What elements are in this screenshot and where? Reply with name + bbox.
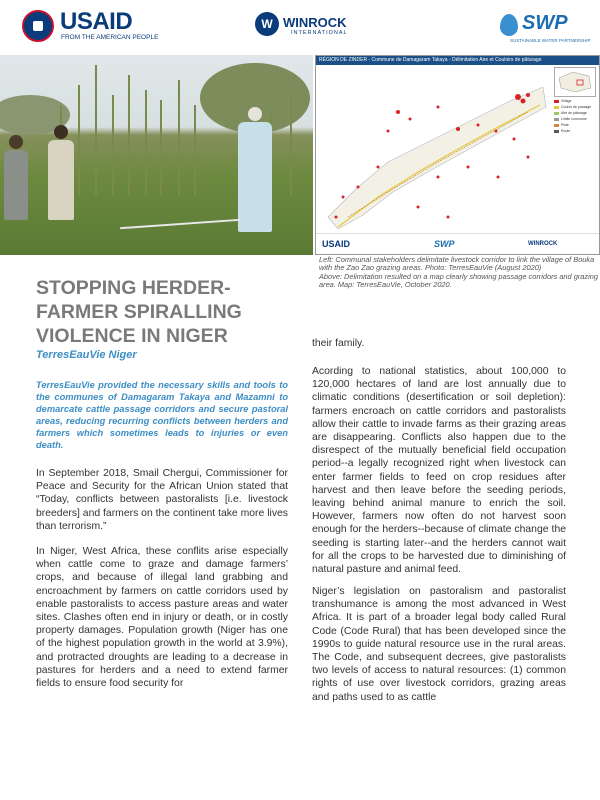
usaid-seal-icon <box>22 10 54 42</box>
article-title: STOPPING HERDER-FARMER SPIRALLING VIOLENCE IN NIGER <box>36 277 242 347</box>
legend-item <box>554 99 598 103</box>
water-drop-icon <box>500 14 518 36</box>
legend-item <box>554 105 598 109</box>
map-legend <box>554 67 598 235</box>
millet-stalk <box>128 75 130 195</box>
location-inset-map <box>554 67 596 97</box>
paragraph: In Niger, West Africa, these conflits arise especially when cattle come to graze and damage farmers’ crops, and because of illegal land grabbing and encroachment by farmers on cattle corridors used by enable pastoralists to access pasture areas and water sites. Clashes often end in injury or death, or in costly property damages. Population growth (Niger has one of the highest population growth in the world at 3.9%), and protracted droughts are leading to a decrease in pastures for herders and a need to extend farmer fields to ensure food security for <box>36 546 288 690</box>
millet-stalk <box>290 95 292 195</box>
legend-item <box>554 111 598 115</box>
legend-swatch-road <box>554 130 559 133</box>
legend-swatch-grazing <box>554 112 559 115</box>
map-area <box>318 67 550 235</box>
legend-swatch-boundary <box>554 118 559 121</box>
person-figure <box>48 125 74 220</box>
usaid-tagline: FROM THE AMERICAN PEOPLE <box>61 34 159 41</box>
map-title: RÉGION DE ZINDER - Commune de Damagaram Takaya - Délimitation Aire et Couloirs de pâturage <box>316 56 600 65</box>
map-swp-logo: SWP <box>434 239 455 249</box>
legend-label: Aire de pâturage <box>561 111 587 115</box>
header-logos <box>0 0 600 52</box>
millet-stalk <box>112 95 114 195</box>
swp-subtext: SUSTAINABLE WATER PARTNERSHIP <box>510 38 591 43</box>
corridor-map <box>315 55 600 255</box>
field-photo <box>0 55 313 255</box>
millet-stalk <box>194 105 196 195</box>
article-lead: TerresEauVie provided the necessary skills and tools to the communes of Damagaram Takaya and Mazamni to demarcate cattle passage corridors and secure pastoral areas, reducing recurring conflicts between herders and farmers which sometimes leads to injuries or even death. <box>36 380 288 450</box>
legend-swatch-track <box>554 124 559 127</box>
figure-caption <box>319 256 599 290</box>
caption-above: Above: Delimitation resulted on a map clearly showing passage corridors and grazing area. Map: TerresEauVie, October 2020. <box>319 271 598 290</box>
person-figure <box>4 135 28 220</box>
legend-label: Village <box>561 99 572 103</box>
millet-stalk <box>145 90 147 195</box>
paragraph: Niger’s legislation on pastoralism and pastoralist transhumance is among the most advanced in West Africa. It is part of a broader legal body called Rural Code (Code Rural) that has been developed since the 1990s to guide natural resource use in the rural areas. The Code, and subsequent decrees, give pastoralists two levels of access to natural resources: (1) common rights of use over livestock corridors, grazing areas and paths used to as cattle <box>312 586 566 703</box>
measuring-tape-line <box>120 219 240 229</box>
legend-item <box>554 129 598 133</box>
legend-item <box>554 117 598 121</box>
winrock-subtext: INTERNATIONAL <box>291 30 348 36</box>
legend-swatch-corridor <box>554 106 559 109</box>
winrock-logo <box>255 12 355 42</box>
caption-left: Left: Communal stakeholders delimitate livestock corridor to link the village of Bouka with the Zao Zao grazing areas. Photo: TerresEauVie (August 2020) <box>319 255 595 273</box>
millet-stalk <box>78 85 80 195</box>
map-winrock-logo: WINROCK <box>528 241 558 247</box>
article-author: TerresEauVie Niger <box>36 349 137 361</box>
winrock-logo-text: WINROCK <box>283 15 347 30</box>
winrock-mark-icon: W <box>255 12 279 36</box>
swp-logo-text: SWP <box>522 12 568 34</box>
map-usaid-logo: USAID <box>322 239 351 249</box>
paragraph-continuation: their family. <box>312 338 365 349</box>
legend-label: Route <box>561 129 571 133</box>
millet-stalk <box>95 65 97 195</box>
legend-label: Piste <box>561 123 569 127</box>
paragraph: Acording to national statistics, about 100,000 to 120,000 hectares of land are lost annually due to climatic conditions (desertification or soil depletion): farmers encroach on cattle corridors and pastoralists allow their cattle to invade farms as their grazing areas are disappearing. Conflicts also happen due to the disrespect of the mutually beneficial field occupation period--a legally recognized right when livestock can enter farmer fields to feed on crop residues after harvest and then leave before the seeding periods, leaving behind animal manure to enrich the soil. However, farmers now often do not harvest soon enough for the herders--because of climate change the seeding is starting later--and the herders cannot wait for all the crops to be harvested due to diminishing of natural pasture and animal feed. <box>312 366 566 576</box>
legend-item <box>554 123 598 127</box>
map-footer <box>316 233 599 254</box>
person-figure <box>238 107 272 232</box>
paragraph: In September 2018, Smail Chergui, Commissioner for Peace and Security for the African Union stated that “Today, conflicts between pastoralists [i.e. livestock breeders] and farmers on the continent take more lives than terrorism.” <box>36 468 288 532</box>
legend-label: Limite commune <box>561 117 587 121</box>
usaid-logo <box>22 10 162 44</box>
millet-stalk <box>160 100 162 195</box>
legend-label: Couloir de passage <box>561 105 592 109</box>
legend-swatch-village <box>554 100 559 103</box>
swp-logo <box>500 12 591 46</box>
millet-stalk <box>178 80 180 195</box>
usaid-logo-text: USAID <box>60 8 133 35</box>
